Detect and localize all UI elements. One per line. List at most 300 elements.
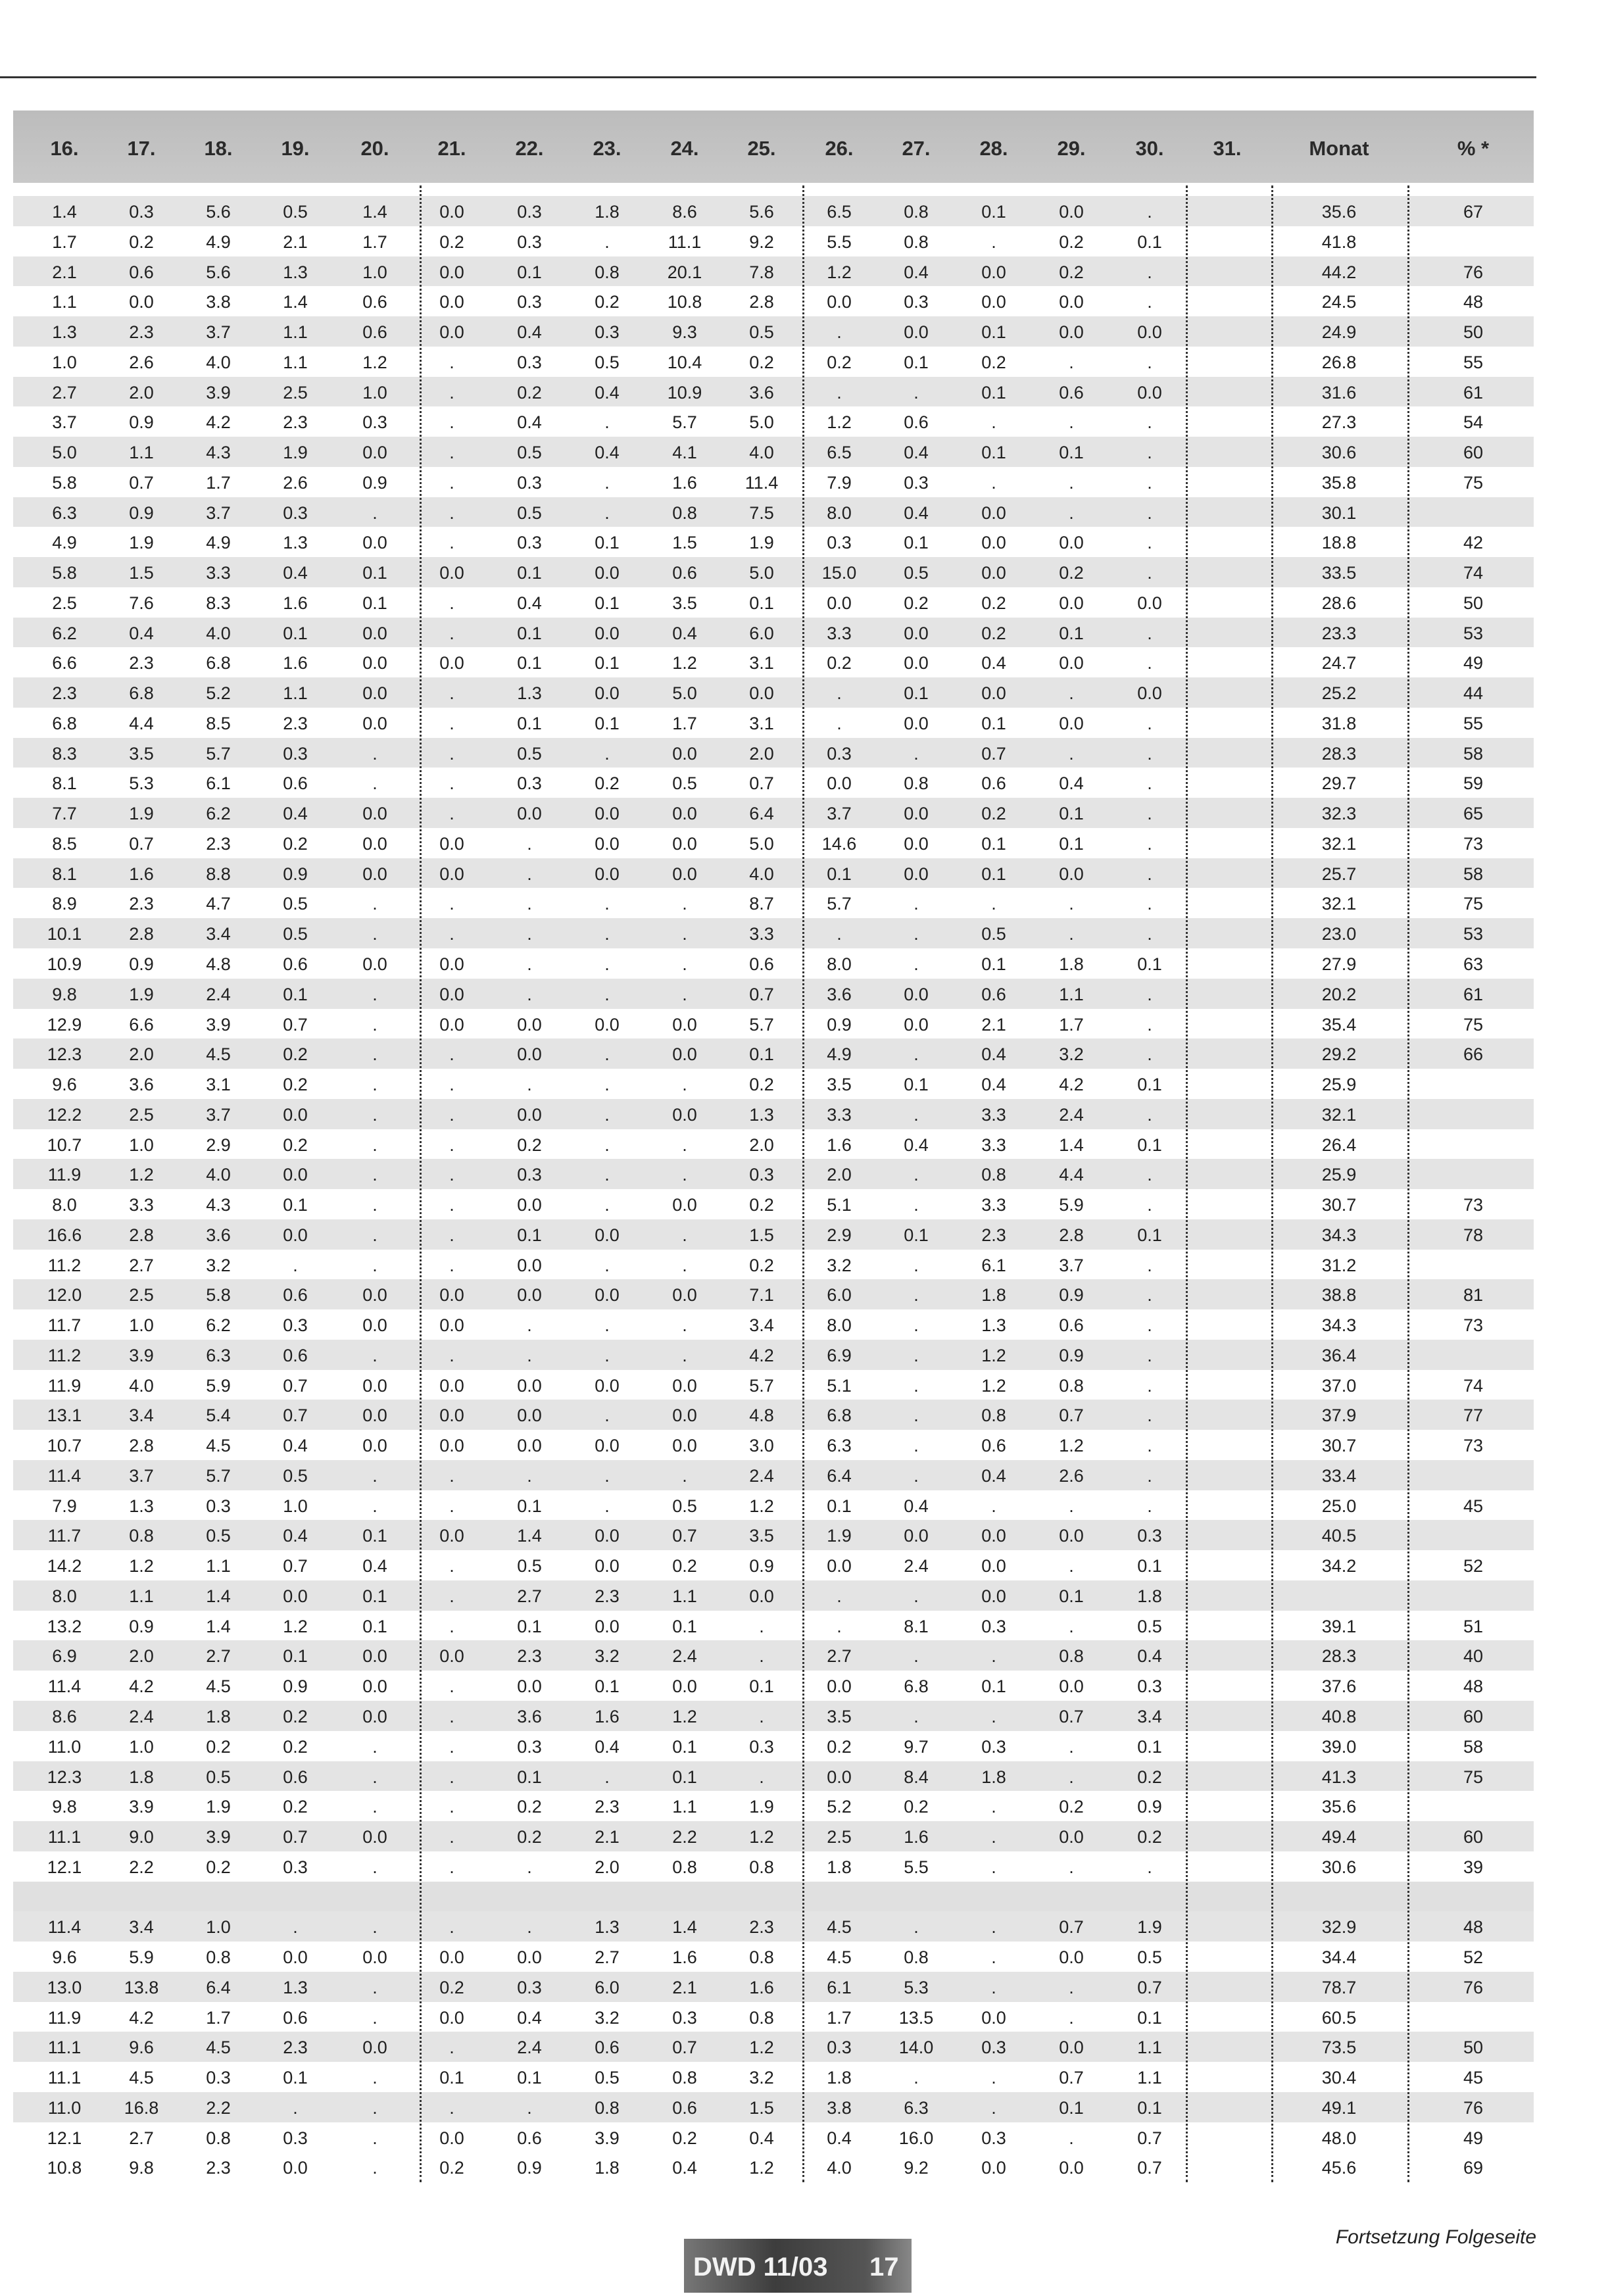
table-cell: 0.1 — [283, 2068, 308, 2088]
table-cell: 0.2 — [439, 1977, 464, 1997]
table-cell: 0.7 — [1059, 2068, 1084, 2088]
table-cell — [1191, 1340, 1263, 1370]
table-cell: 63 — [1463, 954, 1484, 974]
table-cell: 1.2 — [827, 262, 852, 282]
table-cell — [1191, 1701, 1263, 1731]
table-cell: . — [1147, 894, 1152, 914]
table-cell — [1191, 1821, 1263, 1851]
table-cell: 6.3 — [904, 2097, 929, 2118]
table-cell — [1191, 647, 1263, 677]
header-cell: % * — [1457, 137, 1490, 160]
table-row — [13, 768, 1534, 798]
table-cell: 1.1 — [129, 1586, 154, 1606]
table-cell: 0.2 — [672, 2128, 697, 2148]
table-cell: 0.3 — [283, 743, 308, 764]
table-cell: 0.0 — [517, 1285, 542, 1306]
table-cell: 52 — [1463, 1556, 1484, 1576]
table-cell: 0.1 — [595, 653, 620, 673]
table-cell: 0.5 — [1137, 1947, 1162, 1968]
header-cell: 21. — [437, 137, 466, 160]
table-cell: 12.0 — [47, 1285, 82, 1306]
table-cell: 45 — [1463, 2068, 1484, 2088]
table-cell: 8.9 — [52, 894, 77, 914]
table-cell: 0.0 — [595, 1014, 620, 1035]
table-cell: 3.2 — [1059, 1044, 1084, 1065]
table-cell: . — [449, 1075, 454, 1095]
table-cell: 0.0 — [981, 262, 1006, 282]
table-cell: . — [372, 2097, 378, 2118]
table-row — [13, 1701, 1534, 1731]
table-cell: 0.6 — [1059, 382, 1084, 403]
table-cell: . — [449, 1616, 454, 1636]
table-cell: 0.1 — [283, 1195, 308, 1215]
table-cell: 1.1 — [129, 443, 154, 463]
table-cell: 9.3 — [672, 322, 697, 343]
table-row — [13, 1972, 1534, 2002]
table-cell: 2.5 — [129, 1104, 154, 1125]
table-cell: 0.0 — [362, 1676, 387, 1697]
table-cell: 0.0 — [439, 1405, 464, 1426]
table-cell: 5.1 — [827, 1195, 852, 1215]
table-cell: 0.3 — [749, 1736, 774, 1757]
table-cell: 1.4 — [206, 1586, 231, 1606]
table-cell: 67 — [1463, 202, 1484, 222]
table-cell: 2.8 — [129, 1225, 154, 1245]
table-cell: 3.6 — [749, 382, 774, 403]
table-cell: 0.1 — [595, 533, 620, 553]
table-cell: 1.8 — [827, 2068, 852, 2088]
table-cell: 0.2 — [981, 623, 1006, 643]
table-cell: 0.3 — [517, 533, 542, 553]
table-row — [13, 557, 1534, 587]
table-cell: 1.3 — [52, 322, 77, 343]
table-cell: 25.9 — [1321, 1075, 1357, 1095]
table-cell: 1.0 — [283, 1496, 308, 1516]
table-cell: 0.0 — [283, 1586, 308, 1606]
table-cell: 0.0 — [749, 1586, 774, 1606]
table-cell: 0.9 — [1059, 1345, 1084, 1365]
table-cell — [1191, 1640, 1263, 1671]
table-cell: 61 — [1463, 984, 1484, 1004]
table-cell: 13.5 — [898, 2007, 934, 2028]
table-cell: 0.0 — [1059, 2038, 1084, 2058]
table-cell — [1430, 1791, 1516, 1821]
table-cell: 3.3 — [981, 1104, 1006, 1125]
table-cell: 0.1 — [362, 1616, 387, 1636]
table-cell: 27.3 — [1321, 412, 1357, 433]
header-cell: 26. — [825, 137, 854, 160]
table-cell: 1.3 — [283, 533, 308, 553]
table-cell: 3.7 — [1059, 1255, 1084, 1275]
table-cell: 50 — [1463, 322, 1484, 343]
table-cell: 12.1 — [47, 1857, 82, 1877]
table-row — [13, 979, 1534, 1009]
table-cell: 37.9 — [1321, 1405, 1357, 1426]
table-cell: 3.5 — [129, 743, 154, 764]
table-cell: 0.7 — [1059, 1405, 1084, 1426]
table-cell: 0.7 — [749, 773, 774, 794]
table-cell — [1191, 2092, 1263, 2122]
table-cell: 0.9 — [1059, 1285, 1084, 1306]
table-cell: 0.4 — [904, 1496, 929, 1516]
table-row — [13, 677, 1534, 708]
table-cell: 6.2 — [206, 1315, 231, 1336]
table-cell: 0.2 — [1137, 1767, 1162, 1787]
table-cell: 11.1 — [47, 2038, 82, 2058]
table-cell: 4.0 — [129, 1375, 154, 1396]
table-cell: . — [914, 1375, 919, 1396]
table-cell: 0.8 — [904, 232, 929, 252]
table-cell: 0.2 — [517, 1135, 542, 1155]
table-cell: 0.0 — [439, 1526, 464, 1546]
table-cell: 0.0 — [439, 954, 464, 974]
table-cell: 5.7 — [749, 1014, 774, 1035]
table-cell — [1113, 1882, 1186, 1912]
header-cell: 22. — [515, 137, 544, 160]
table-cell: 5.6 — [206, 202, 231, 222]
table-cell: 0.7 — [672, 2038, 697, 2058]
table-cell: 3.2 — [827, 1255, 852, 1275]
table-row — [13, 196, 1534, 226]
table-cell: 0.4 — [517, 593, 542, 613]
table-cell — [1191, 1882, 1263, 1912]
table-cell — [1191, 587, 1263, 618]
table-cell: . — [1069, 472, 1074, 493]
table-cell: . — [1147, 1405, 1152, 1426]
table-cell: 0.0 — [362, 1315, 387, 1336]
table-cell: 0.6 — [672, 2097, 697, 2118]
table-cell: 0.5 — [283, 924, 308, 944]
table-cell — [1191, 948, 1263, 979]
table-cell: 4.8 — [749, 1405, 774, 1426]
table-cell: 1.8 — [595, 202, 620, 222]
table-cell: 0.4 — [904, 262, 929, 282]
header-cell: 17. — [127, 137, 156, 160]
table-cell: 4.5 — [129, 2068, 154, 2088]
table-cell: 5.9 — [129, 1947, 154, 1968]
table-cell: 1.1 — [1137, 2038, 1162, 2058]
table-cell: 0.1 — [362, 563, 387, 583]
table-cell: . — [991, 1977, 996, 1997]
table-row — [13, 1640, 1534, 1671]
table-cell: . — [1147, 864, 1152, 884]
table-row — [13, 888, 1534, 918]
table-cell: 39.0 — [1321, 1736, 1357, 1757]
table-cell: . — [604, 1255, 610, 1275]
table-cell: 0.0 — [672, 1405, 697, 1426]
table-cell: 14.2 — [47, 1556, 82, 1576]
table-cell: 0.3 — [517, 352, 542, 372]
table-cell: . — [449, 1345, 454, 1365]
table-cell: 2.0 — [129, 1044, 154, 1065]
table-cell: . — [604, 984, 610, 1004]
table-cell: 3.0 — [749, 1436, 774, 1456]
table-cell: 36.4 — [1321, 1345, 1357, 1365]
table-cell — [1430, 1129, 1516, 1160]
table-cell — [1191, 1099, 1263, 1129]
table-cell: 1.0 — [129, 1315, 154, 1336]
table-cell: . — [449, 1104, 454, 1125]
table-cell: 2.5 — [827, 1827, 852, 1847]
table-cell: 0.0 — [827, 773, 852, 794]
table-cell: 2.7 — [52, 382, 77, 403]
table-cell: 0.0 — [1137, 382, 1162, 403]
table-cell: . — [449, 352, 454, 372]
table-cell: 0.0 — [595, 1436, 620, 1456]
table-cell: 0.1 — [981, 864, 1006, 884]
table-cell: . — [372, 1977, 378, 1997]
table-cell: 1.9 — [129, 533, 154, 553]
table-cell: 0.3 — [517, 232, 542, 252]
table-cell — [1191, 557, 1263, 587]
header-cell: 16. — [50, 137, 79, 160]
table-cell: 0.0 — [1137, 322, 1162, 343]
table-row — [13, 587, 1534, 618]
table-cell: . — [527, 1465, 532, 1486]
table-cell: 0.7 — [283, 1375, 308, 1396]
table-cell: . — [1147, 1315, 1152, 1336]
table-cell: 4.0 — [827, 2158, 852, 2178]
table-cell: 0.6 — [981, 984, 1006, 1004]
table-cell: 0.0 — [362, 1707, 387, 1726]
table-cell: 35.4 — [1321, 1014, 1357, 1035]
table-cell: 0.0 — [1059, 713, 1084, 733]
table-row — [13, 1159, 1534, 1189]
table-cell: 0.0 — [283, 2158, 308, 2178]
table-cell: 77 — [1463, 1405, 1484, 1426]
table-cell: 0.0 — [904, 322, 929, 343]
table-cell: 6.1 — [827, 1977, 852, 1997]
table-cell: . — [914, 1255, 919, 1275]
table-cell: 0.7 — [283, 1014, 308, 1035]
table-cell: 0.3 — [283, 1857, 308, 1877]
table-cell — [1191, 618, 1263, 648]
table-cell: 32.3 — [1321, 804, 1357, 824]
table-cell: . — [449, 1707, 454, 1726]
table-cell: . — [449, 1044, 454, 1065]
table-cell: 0.0 — [981, 1586, 1006, 1606]
table-row — [13, 1611, 1534, 1641]
table-cell: 11.9 — [47, 2007, 82, 2028]
table-cell — [1191, 1550, 1263, 1580]
table-cell: 0.5 — [206, 1526, 231, 1546]
table-cell: 39.1 — [1321, 1616, 1357, 1636]
table-cell: 0.1 — [362, 593, 387, 613]
table-cell: 1.0 — [206, 1917, 231, 1938]
table-cell — [1191, 2032, 1263, 2062]
table-cell: 4.9 — [827, 1044, 852, 1065]
table-cell: . — [1147, 623, 1152, 643]
table-cell: 0.0 — [439, 202, 464, 222]
table-cell: 4.5 — [206, 1436, 231, 1456]
table-cell: 0.1 — [595, 593, 620, 613]
table-cell: 5.0 — [672, 683, 697, 704]
table-cell: 0.4 — [904, 502, 929, 523]
table-cell: 2.5 — [129, 1285, 154, 1306]
table-cell: . — [449, 1797, 454, 1817]
table-cell: 0.0 — [904, 804, 929, 824]
table-cell: 6.3 — [52, 502, 77, 523]
table-cell: 7.8 — [749, 262, 774, 282]
table-cell — [1191, 1009, 1263, 1039]
table-cell: 0.2 — [283, 1736, 308, 1757]
table-cell: 0.0 — [362, 533, 387, 553]
table-row — [13, 1038, 1534, 1069]
table-cell: . — [449, 2038, 454, 2058]
table-cell: . — [682, 954, 687, 974]
table-cell: 50 — [1463, 2038, 1484, 2058]
table-cell: 4.5 — [206, 1044, 231, 1065]
table-cell: 0.0 — [672, 833, 697, 854]
table-cell: 0.8 — [749, 1857, 774, 1877]
table-cell: 2.5 — [283, 382, 308, 403]
table-cell: 48 — [1463, 1917, 1484, 1938]
table-cell: 0.2 — [1059, 262, 1084, 282]
table-cell — [1191, 437, 1263, 467]
table-cell: 25.7 — [1321, 864, 1357, 884]
table-cell: . — [604, 1165, 610, 1185]
table-cell: 1.4 — [52, 202, 77, 222]
table-cell: 4.5 — [827, 1947, 852, 1968]
table-cell: 28.6 — [1321, 593, 1357, 613]
table-cell: 2.4 — [517, 2038, 542, 2058]
table-cell: 44 — [1463, 683, 1484, 704]
table-cell: 0.7 — [1137, 1977, 1162, 1997]
table-cell: . — [1069, 2007, 1074, 2028]
table-cell: 33.5 — [1321, 563, 1357, 583]
table-cell: 3.7 — [206, 322, 231, 343]
table-cell — [1191, 1038, 1263, 1069]
table-cell: 58 — [1463, 864, 1484, 884]
table-cell: 0.1 — [981, 382, 1006, 403]
table-cell: 5.8 — [52, 563, 77, 583]
table-cell: 0.1 — [283, 984, 308, 1004]
table-cell: 9.6 — [52, 1947, 77, 1968]
table-cell — [1191, 1851, 1263, 1882]
table-cell: 1.3 — [749, 1104, 774, 1125]
table-cell: 0.8 — [595, 262, 620, 282]
table-cell: . — [1147, 1465, 1152, 1486]
table-cell: 5.7 — [749, 1375, 774, 1396]
badge-title: DWD 11/03 — [693, 2253, 828, 2282]
table-cell: 0.8 — [672, 2068, 697, 2088]
table-cell — [1191, 347, 1263, 377]
table-cell: 0.0 — [283, 1947, 308, 1968]
table-cell: 8.3 — [52, 743, 77, 764]
table-cell — [725, 1882, 798, 1912]
table-cell: 49 — [1463, 2128, 1484, 2148]
table-cell: 0.6 — [283, 2007, 308, 2028]
table-cell: 73 — [1463, 1195, 1484, 1215]
table-cell: 3.6 — [206, 1225, 231, 1245]
table-cell — [493, 1882, 566, 1912]
table-cell: 10.9 — [667, 382, 702, 403]
table-cell: . — [449, 502, 454, 523]
table-cell — [1035, 1882, 1108, 1912]
table-cell: . — [449, 1465, 454, 1486]
table-cell: 0.1 — [749, 593, 774, 613]
table-cell: 0.2 — [827, 653, 852, 673]
table-cell — [1191, 377, 1263, 407]
table-cell: 4.0 — [749, 443, 774, 463]
table-cell: 0.0 — [672, 1104, 697, 1125]
table-cell: 1.5 — [672, 533, 697, 553]
table-cell: 3.7 — [206, 502, 231, 523]
table-cell: 0.7 — [1059, 1707, 1084, 1726]
table-cell: 0.1 — [362, 1526, 387, 1546]
table-cell: . — [914, 1285, 919, 1306]
table-cell: 3.3 — [981, 1135, 1006, 1155]
table-cell: 0.0 — [595, 623, 620, 643]
table-cell: 0.8 — [981, 1165, 1006, 1185]
table-row — [13, 1460, 1534, 1490]
table-cell: . — [991, 1707, 996, 1726]
table-cell: 13.2 — [47, 1616, 82, 1636]
table-cell: 2.3 — [129, 322, 154, 343]
table-cell: 0.9 — [129, 1616, 154, 1636]
table-cell: 0.1 — [283, 623, 308, 643]
table-cell: 10.8 — [667, 292, 702, 312]
table-cell: . — [527, 1917, 532, 1938]
table-cell: 0.0 — [362, 1405, 387, 1426]
table-cell: . — [991, 2068, 996, 2088]
table-cell: 0.6 — [904, 412, 929, 433]
table-cell: . — [372, 743, 378, 764]
table-cell: 0.6 — [362, 322, 387, 343]
header-cell: 28. — [979, 137, 1008, 160]
table-cell: 1.6 — [904, 1827, 929, 1847]
table-cell: 1.1 — [52, 292, 77, 312]
table-row — [13, 1279, 1534, 1309]
table-cell: 0.0 — [439, 1375, 464, 1396]
table-cell: . — [449, 1225, 454, 1245]
table-cell — [1191, 1671, 1263, 1701]
table-cell: 0.0 — [904, 1014, 929, 1035]
table-cell: 1.7 — [827, 2007, 852, 2028]
table-row — [13, 377, 1534, 407]
table-cell: . — [449, 1165, 454, 1185]
table-cell: 0.0 — [1059, 1827, 1084, 1847]
table-cell: 0.1 — [981, 713, 1006, 733]
table-row — [13, 618, 1534, 648]
table-cell: 0.2 — [439, 232, 464, 252]
table-cell: 1.8 — [981, 1767, 1006, 1787]
table-cell: 2.7 — [827, 1646, 852, 1667]
table-cell: 3.4 — [1137, 1707, 1162, 1726]
table-cell: 5.0 — [749, 412, 774, 433]
table-cell: 2.8 — [129, 1436, 154, 1456]
table-cell: . — [527, 833, 532, 854]
table-cell: 0.0 — [362, 623, 387, 643]
table-cell: 0.0 — [283, 1225, 308, 1245]
table-cell: 0.0 — [1059, 1676, 1084, 1697]
table-cell: 1.3 — [595, 1917, 620, 1938]
table-cell: 73.5 — [1321, 2038, 1357, 2058]
table-cell: 2.0 — [129, 382, 154, 403]
table-cell: 1.6 — [749, 1977, 774, 1997]
table-cell: 1.3 — [283, 262, 308, 282]
table-cell: 1.5 — [129, 563, 154, 583]
table-cell: 3.7 — [52, 412, 77, 433]
table-cell: 78.7 — [1321, 1977, 1357, 1997]
table-cell: 5.9 — [1059, 1195, 1084, 1215]
table-cell: 74 — [1463, 1375, 1484, 1396]
table-row — [13, 2062, 1534, 2092]
table-cell: . — [914, 1165, 919, 1185]
table-cell: . — [372, 773, 378, 794]
publication-badge — [684, 2239, 912, 2293]
table-cell: 0.0 — [981, 533, 1006, 553]
